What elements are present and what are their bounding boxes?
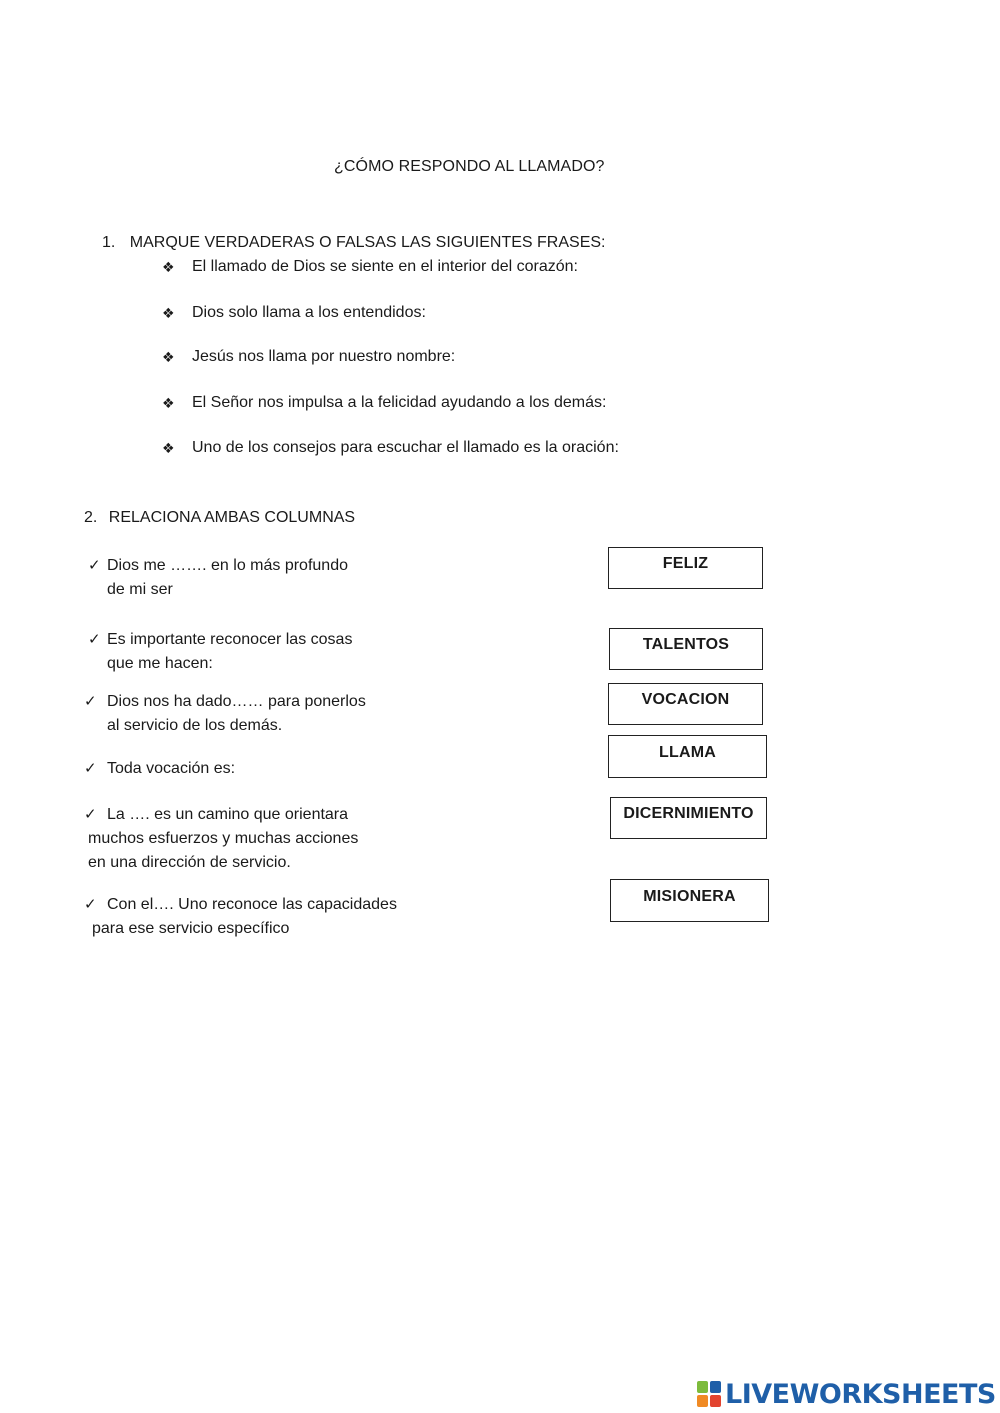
answer-box-misionera[interactable] [610,879,769,922]
match-statement [84,690,366,738]
checkmark-icon: ✓ [88,557,101,574]
section1-title: MARQUE VERDADERAS O FALSAS LAS SIGUIENTES FRASES: [129,234,606,251]
diamond-bullet-icon: ❖ [162,395,175,411]
match-statement-line: Es importante reconocer las cosas [107,631,353,648]
checkmark-icon: ✓ [84,760,97,777]
match-statement [84,757,236,781]
match-statement-line: al servicio de los demás. [107,717,283,734]
answer-label: VOCACION [641,691,730,708]
page-title: ¿CÓMO RESPONDO AL LLAMADO? [334,158,605,175]
answer-box-feliz[interactable] [608,547,763,589]
answer-box-llama[interactable] [608,735,767,778]
answer-box-dicernimiento[interactable] [610,797,767,839]
section2-number: 2. [84,509,98,526]
match-statement-line: Dios me ……. en lo más profundo [107,557,348,574]
answer-box-talentos[interactable] [609,628,763,670]
diamond-bullet-icon: ❖ [162,440,175,456]
tf-statement-text: El llamado de Dios se siente en el interior del corazón: [192,258,578,275]
answer-label: MISIONERA [643,887,736,905]
checkmark-icon: ✓ [84,806,97,823]
answer-label: TALENTOS [642,636,730,653]
section2-title: RELACIONA AMBAS COLUMNAS [108,509,356,526]
match-statement-line: que me hacen: [107,655,213,672]
tf-statement [162,348,456,366]
match-statement-line: Toda vocación es: [107,760,236,777]
answer-label: DICERNIMIENTO [623,805,754,822]
tf-statement [162,258,578,276]
tf-statement-text: Dios solo llama a los entendidos: [192,304,426,321]
match-statement-line: de mi ser [107,581,173,598]
match-statement-line: muchos esfuerzos y muchas acciones [88,830,359,847]
tf-statement [162,439,619,457]
match-statement [88,554,348,602]
match-statement-line: La …. es un camino que orientara [107,806,349,823]
diamond-bullet-icon: ❖ [162,349,175,365]
tf-statement-text: Jesús nos llama por nuestro nombre: [192,348,456,365]
checkmark-icon: ✓ [84,896,97,913]
match-statement [84,803,359,875]
liveworksheets-logo-icon [697,1381,721,1407]
match-statement-line: Dios nos ha dado…… para ponerlos [107,693,366,710]
match-statement-line: en una dirección de servicio. [88,854,291,871]
match-statement [84,893,397,941]
checkmark-icon: ✓ [84,693,97,710]
tf-statement-text: Uno de los consejos para escuchar el llamado es la oración: [192,439,619,456]
answer-label: LLAMA [659,743,716,761]
section1-number: 1. [102,234,116,251]
diamond-bullet-icon: ❖ [162,259,175,275]
liveworksheets-logo [697,1378,996,1410]
match-statement-line: para ese servicio específico [92,920,290,937]
logo-text: LIVEWORKSHEETS [725,1378,996,1410]
answer-box-vocacion[interactable] [608,683,763,725]
tf-statement [162,394,607,412]
tf-statement [162,304,426,322]
diamond-bullet-icon: ❖ [162,305,175,321]
tf-statement-text: El Señor nos impulsa a la felicidad ayudando a los demás: [192,394,607,411]
answer-label: FELIZ [662,555,709,572]
section1-heading [102,234,605,252]
checkmark-icon: ✓ [88,631,101,648]
section2-heading [84,509,355,527]
match-statement-line: Con el…. Uno reconoce las capacidades [107,896,397,913]
match-statement [88,628,353,676]
